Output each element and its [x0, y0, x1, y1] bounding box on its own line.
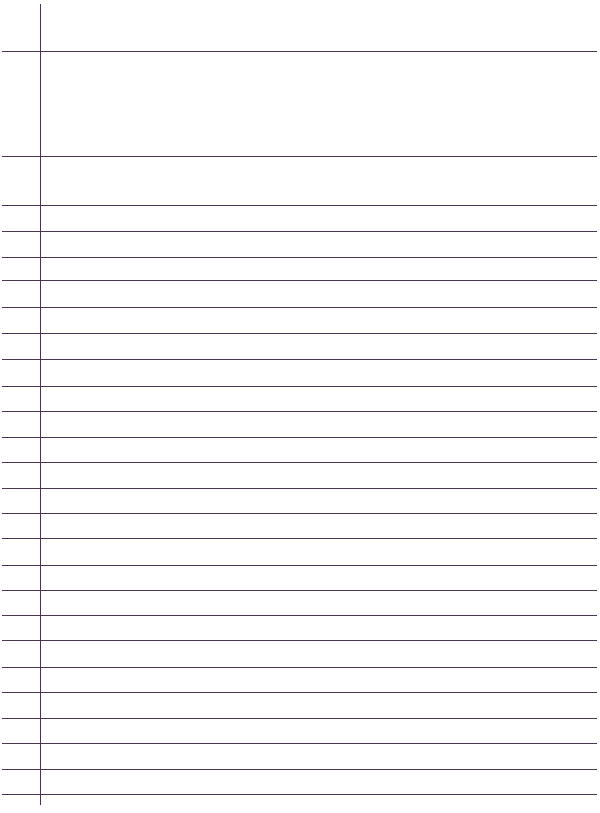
- writing-rule-line: [2, 333, 597, 334]
- writing-rule-line: [2, 437, 597, 438]
- writing-rule-line: [2, 718, 597, 719]
- writing-rule-line: [2, 488, 597, 489]
- section-rule-line: [2, 51, 597, 52]
- writing-rule-line: [2, 565, 597, 566]
- writing-rule-line: [2, 231, 597, 232]
- writing-rule-line: [2, 386, 597, 387]
- writing-rule-line: [2, 640, 597, 641]
- left-margin-line: [40, 4, 41, 805]
- writing-rule-line: [2, 462, 597, 463]
- section-rule-line: [2, 156, 597, 157]
- writing-rule-line: [2, 280, 597, 281]
- writing-rule-line: [2, 692, 597, 693]
- writing-rule-line: [2, 769, 597, 770]
- writing-rule-line: [2, 794, 597, 795]
- writing-rule-line: [2, 257, 597, 258]
- writing-rule-line: [2, 205, 597, 206]
- writing-rule-line: [2, 743, 597, 744]
- writing-rule-line: [2, 359, 597, 360]
- writing-rule-line: [2, 513, 597, 514]
- writing-rule-line: [2, 538, 597, 539]
- writing-rule-line: [2, 667, 597, 668]
- writing-rule-line: [2, 590, 597, 591]
- writing-rule-line: [2, 307, 597, 308]
- writing-rule-line: [2, 615, 597, 616]
- writing-rule-line: [2, 411, 597, 412]
